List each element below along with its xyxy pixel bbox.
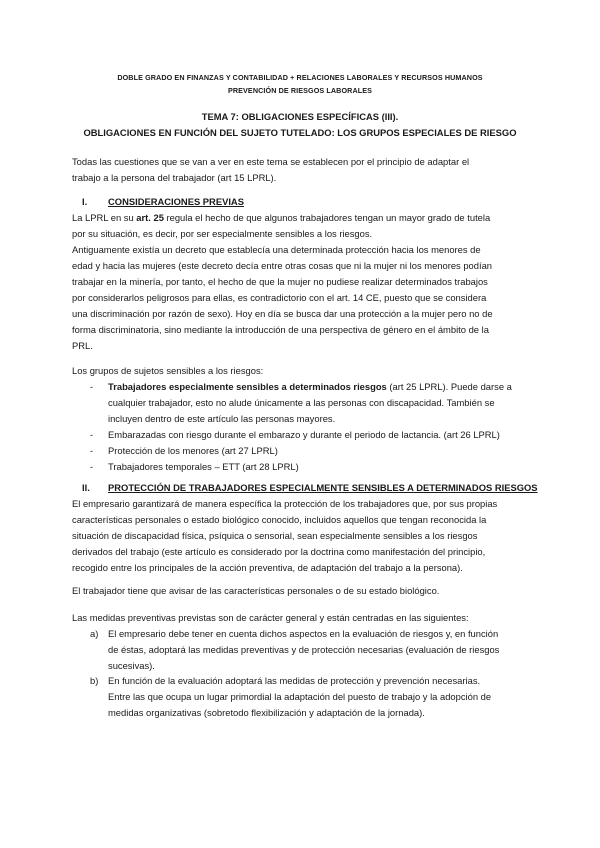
section1-paragraph2	[72, 242, 534, 354]
groups-intro	[72, 363, 534, 379]
text-line: Embarazadas con riesgo durante el embarazo y durante el periodo de lactancia. (art 26 LPRL)	[108, 429, 500, 440]
section1-paragraph1	[72, 210, 534, 242]
text-line: cualquier trabajador, esto no alude únicamente a las personas con discapacidad. También se	[108, 397, 495, 408]
text-line: por su situación, es decir, por ser especialmente sensibles a los riesgos.	[72, 228, 373, 239]
section-number: II.	[82, 482, 90, 493]
course-header-line2: PREVENCIÓN DE RIESGOS LABORALES	[227, 86, 373, 95]
section-title: PROTECCIÓN DE TRABAJADORES ESPECIALMENTE SENSIBLES A DETERMINADOS RIESGOS	[108, 482, 538, 493]
section-title: CONSIDERACIONES PREVIAS	[108, 196, 244, 207]
list-item	[90, 673, 530, 721]
text-line: situación de discapacidad física, psíquica o sensorial, sean especialmente sensibles a los riesgos	[72, 530, 478, 541]
text-line: medidas organizativas (sobretodo flexibilización y adaptación de la jornada).	[108, 707, 425, 718]
text-line: El empresario garantizará de manera específica la protección de los trabajadores que, por sus propias	[72, 498, 498, 509]
text-line: En función de la evaluación adoptará las medidas de protección y prevención necesarias.	[108, 675, 481, 686]
text-line: forma discriminatoria, sino mediante la introducción de una perspectiva de género en el ámbito de la	[72, 324, 489, 335]
text-line: Protección de los menores (art 27 LPRL)	[108, 445, 278, 456]
text-line: El trabajador tiene que avisar de las características personales o de su estado biológico.	[72, 585, 440, 596]
text-line: El empresario debe tener en cuenta dichos aspectos en la evaluación de riesgos y, en función	[108, 628, 499, 639]
text-line: edad y hacia las mujeres (este decreto decía entre otras cosas que ni la mujer ni los menores podían	[72, 260, 493, 271]
bullet-marker: -	[90, 429, 94, 440]
text-line: Entre las que ocupa un lugar primordial la adaptación del puesto de trabajo y la adopción de	[108, 691, 492, 702]
text-line: derivados del trabajo (este artículo es considerado por la doctrina como manifestación del principio,	[72, 546, 486, 557]
text-line: trabajar en la minería, por tanto, el hecho de que la mujer no pudiese realizar determinados trabajos	[72, 276, 488, 287]
list-item	[90, 427, 530, 443]
text-line: Los grupos de sujetos sensibles a los riesgos:	[72, 365, 264, 376]
bullet-marker: -	[90, 461, 94, 472]
text-line: características personales o estado biológico conocido, incluidos aquellos que tengan reconocida la	[72, 514, 487, 525]
text-line: Trabajadores especialmente sensibles a determinados riesgos (art 25 LPRL). Puede darse a	[108, 381, 512, 392]
section-heading-1	[82, 196, 244, 207]
text-line: La LPRL en su art. 25 regula el hecho de que algunos trabajadores tengan un mayor grado de tutela	[72, 212, 491, 223]
list-marker: a)	[90, 628, 99, 639]
section2-paragraph3	[72, 610, 534, 626]
list-item	[90, 626, 530, 674]
text-line: PRL.	[72, 340, 93, 351]
text-line: de éstas, adoptará las medidas preventivas y de protección necesarias (evaluación de riesgos	[108, 644, 500, 655]
text-line: una discriminación por razón de sexo). Hoy en día se busca dar una protección a la mujer pero no de	[72, 308, 493, 319]
section-number: I.	[82, 196, 88, 207]
text-line: Las medidas preventivas previstas son de carácter general y están centradas en las siguientes:	[72, 612, 469, 623]
text-line: trabajo a la persona del trabajador (art 15 LPRL).	[72, 172, 277, 183]
bullet-marker: -	[90, 445, 94, 456]
text-line: incluyen dentro de este artículo las personas mayores.	[108, 413, 336, 424]
text-line: sucesivas).	[108, 660, 155, 671]
document-subtitle: OBLIGACIONES EN FUNCIÓN DEL SUJETO TUTELADO: LOS GRUPOS ESPECIALES DE RIESGO	[83, 127, 517, 138]
list-marker: b)	[90, 675, 99, 686]
article-reference: art. 25	[136, 212, 164, 223]
list-item	[90, 443, 530, 459]
text-line: por considerarlos peligrosos para ellas, es contradictorio con el art. 14 CE, puesto que se considera	[72, 292, 487, 303]
text-line: Todas las cuestiones que se van a ver en este tema se establecen por el principio de adaptar el	[72, 156, 470, 167]
text-line: Antiguamente existía un decreto que establecía una determinada protección hacia los menores de	[72, 244, 481, 255]
text-line: recogido entre los principales de la acción preventiva, de adaptación del trabajo a la persona).	[72, 562, 463, 573]
list-item	[90, 379, 530, 427]
course-header-line1: DOBLE GRADO EN FINANZAS Y CONTABILIDAD + RELACIONES LABORALES Y RECURSOS HUMANOS	[117, 73, 483, 82]
intro-paragraph	[72, 154, 534, 186]
text-line: Trabajadores temporales – ETT (art 28 LPRL)	[108, 461, 299, 472]
section2-paragraph1	[72, 496, 534, 576]
document-title: TEMA 7: OBLIGACIONES ESPECÍFICAS (III).	[201, 111, 399, 122]
section-heading-2	[82, 482, 538, 493]
list-item	[90, 459, 530, 475]
bullet-marker: -	[90, 381, 94, 392]
section2-paragraph2	[72, 583, 534, 599]
